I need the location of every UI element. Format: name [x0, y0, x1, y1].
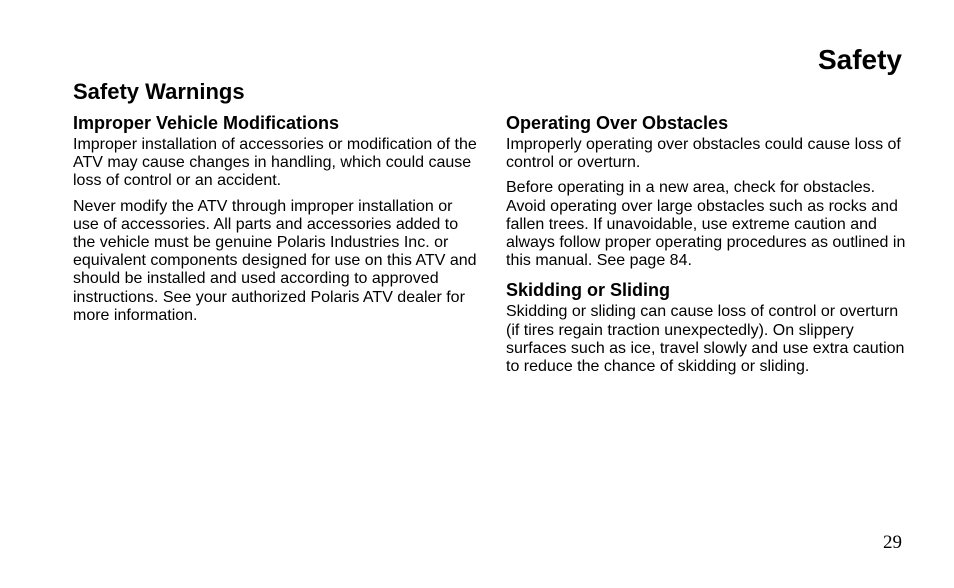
- paragraph-obstacles-instructions: Before operating in a new area, check for obstacles. Avoid operating over large obstacles such as rocks and fallen trees. If unavoidable, use extreme caution and always follow proper operating procedures as outlined in this manual. See page 84.: [506, 179, 906, 270]
- page-title: Safety: [817, 44, 902, 75]
- paragraph-skidding-warning: Skidding or sliding can cause loss of control or overturn (if tires regain traction unexpectedly). On slippery surfaces such as ice, travel slowly and use extra caution to reduce the chance of skidding or sliding.: [506, 303, 905, 376]
- paragraph-modifications-warning: Improper installation of accessories or modification of the ATV may cause changes in handling, which could cause loss of control or an accident.: [73, 136, 477, 190]
- subhead-operating-over-obstacles: Operating Over Obstacles: [506, 113, 729, 133]
- paragraph-modifications-instructions: Never modify the ATV through improper installation or use of accessories. All parts and accessories added to the vehicle must be genuine Polaris Industries Inc. or equivalent components designed for use on this ATV and should be installed and used according to approved instructions. See your authorized Polaris ATV dealer for more information.: [73, 197, 477, 324]
- subhead-improper-modifications: Improper Vehicle Modifications: [73, 113, 340, 133]
- paragraph-obstacles-warning: Improperly operating over obstacles could cause loss of control or overturn.: [506, 136, 901, 172]
- page-number: 29: [883, 532, 902, 553]
- right-column: [506, 112, 911, 383]
- subhead-skidding-or-sliding: Skidding or Sliding: [506, 280, 670, 301]
- section-title: Safety Warnings: [73, 79, 245, 104]
- left-column: [73, 112, 478, 332]
